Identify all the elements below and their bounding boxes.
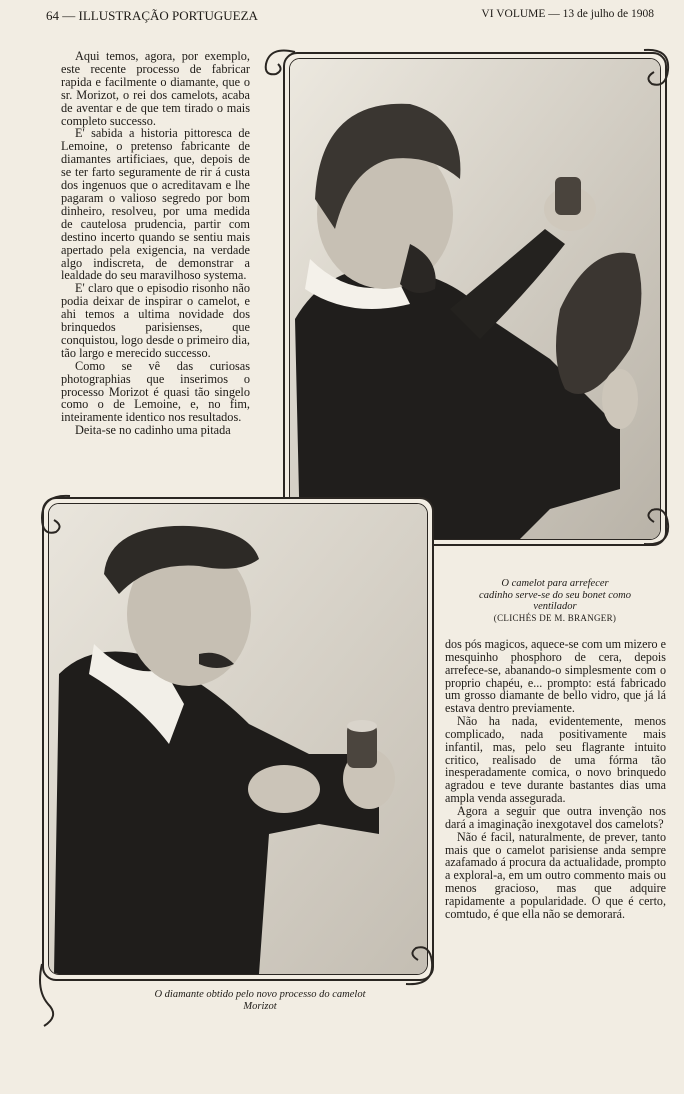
ornament-scroll [34, 490, 74, 550]
caption-bottom-photo [120, 989, 400, 1012]
ornament-scroll [260, 44, 300, 84]
caption-line: cadinho serve-se do seu bonet como [479, 589, 631, 601]
caption-line: O diamante obtido pelo novo processo do camelot [154, 989, 366, 1000]
paragraph: Como se vê das curiosas photographias que inserimos o processo Morizot é quasi tão singelo como o de Lemoine, e, no fim, inteiramente identico nos resultados. [61, 358, 250, 425]
header-right: VI VOLUME — 13 de julho de 1908 [481, 8, 654, 20]
caption-line: ventilador [533, 601, 577, 612]
paragraph: Agora a seguir que outra invenção nos dará a imaginação inexgotavel dos camelots? [445, 803, 666, 831]
paragraph: E' sabida a historia pittoresca de Lemoine, o pretenso fabricante de diamantes artificiaes, que, depois de se ter farto seguramente de rir á custa dos ingenuos que o acreditavam e lhe pagaram o valioso segredo por bom dinheiro, resolveu, por uma medida de cautelosa prudencia, partir com destino incerto quando se sentiu mais apertado pela exigencia, na verdade algo indiscreta, de demonstrar a lealdade do seu maravilhoso systema. [61, 126, 250, 283]
caption-top-photo [448, 578, 662, 624]
article-column-1 [61, 50, 250, 437]
header-left: 64 — ILLUSTRAÇÃO PORTUGUEZA [46, 8, 258, 23]
photo-credit: (CLICHÉS DE M. BRANGER) [493, 612, 617, 623]
ornament-scroll [640, 490, 674, 550]
paragraph: Deita-se no cadinho uma pitada [75, 423, 231, 438]
paragraph: Não é facil, naturalmente, de prever, tanto mais que o camelot parisiense anda sempre azafamado á procura da actualidade, prompto a exploral-a, em um outro commento mais ou menos gracioso, mas que adquire rapidamente a popularidade. O que é certo, comtudo, é que ella não se demorará. [445, 829, 666, 921]
paragraph: dos pós magicos, aquece-se com um mizero e mesquinho phosphoro de cera, depois arrefece-se, abanando-o simplesmente com o proprio chapéu, e... prompto: está fabricado um grosso diamante de bello vidro, que já lá estava dentro previamente. [445, 637, 666, 716]
photo-frame-bottom [42, 497, 434, 981]
paragraph: E' claro que o episodio risonho não podia deixar de inspirar o camelot, e ahi temos a ultima novidade dos brinquedos parisienses, que conquistou, logo desde o primeiro dia, tão largo e merecido successo. [61, 281, 250, 360]
photo-frame-top [283, 52, 667, 546]
paragraph: Aqui temos, agora, por exemplo, este recente processo de fabricar rapida e facilmente o diamante, que o sr. Morizot, o rei dos camelots, acaba de aventar e de que tem tirado o mais completo successo. [61, 49, 250, 128]
paragraph: Não ha nada, evidentemente, menos complicado, nada positivamente mais infantil, mas, pelo seu flagrante intuito critico, realisado de uma fórma tão inesperadamente comica, o novo brinquedo agradou e teve durante bastantes dias uma ampla venda assegurada. [445, 714, 666, 806]
ornament-scroll [34, 960, 74, 1030]
caption-line: Morizot [243, 1000, 277, 1012]
page-header [46, 8, 654, 26]
ornament-scroll [400, 930, 440, 990]
photo-camelot-fanning [290, 59, 660, 539]
article-column-2 [445, 638, 666, 921]
photo-diamond-result [49, 504, 427, 974]
ornament-scroll [640, 44, 674, 104]
caption-line: O camelot para arrefecer [501, 578, 609, 589]
